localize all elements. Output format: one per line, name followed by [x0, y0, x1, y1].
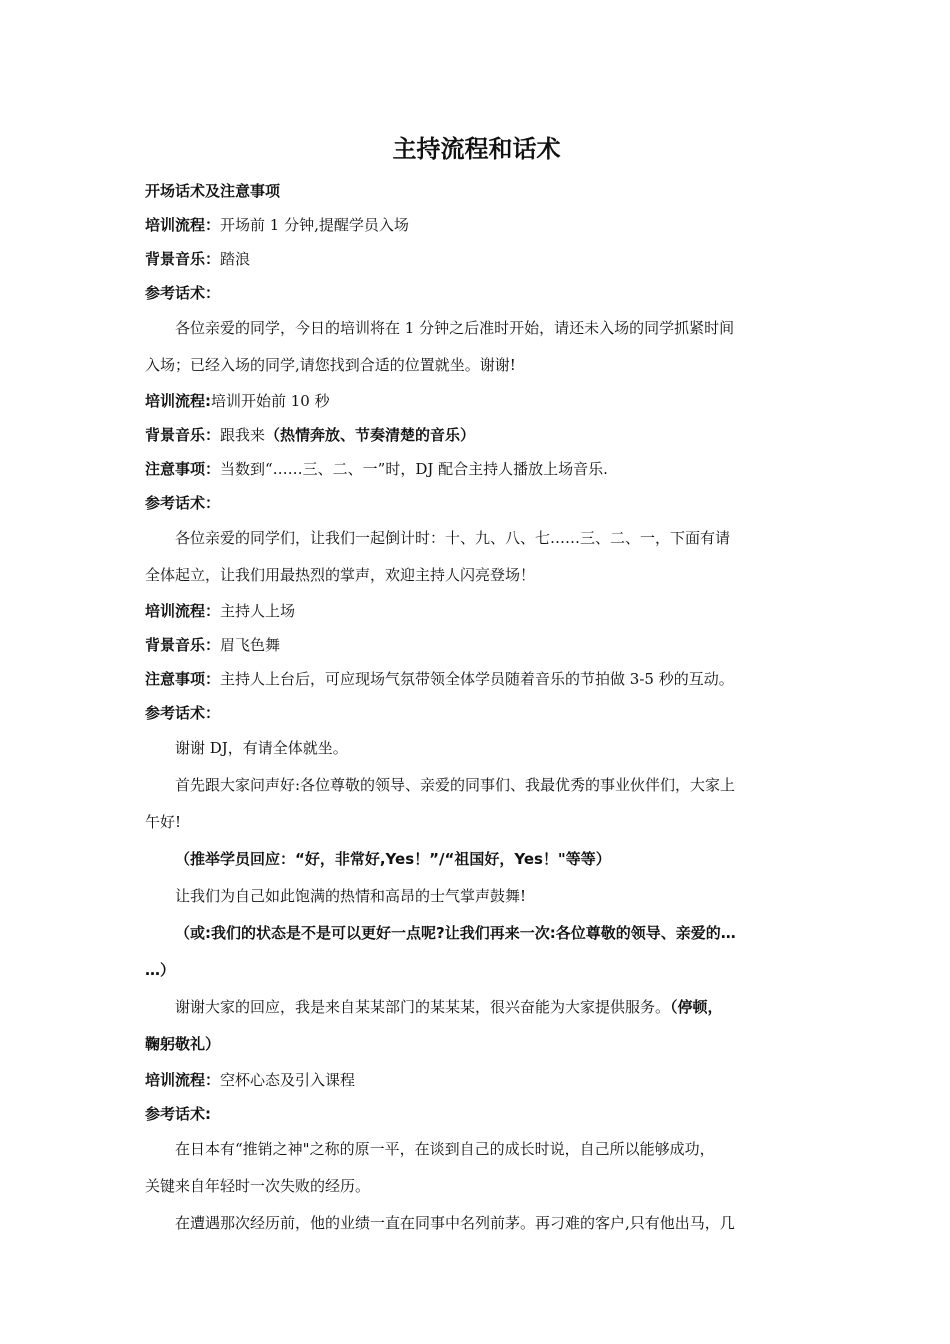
speech-line: 让我们为自己如此饱满的热情和高昂的士气掌声鼓舞!	[175, 887, 527, 905]
field-label: 背景音乐：	[145, 250, 221, 268]
speech-stage-note: （推举学员回应：“好，非常好,Yes！”/“祖国好，Yes！"等等）	[175, 850, 611, 868]
speech-stage-note: …）	[145, 961, 176, 979]
field-label: 参考话术：	[145, 704, 221, 722]
field-label: 参考话术:	[145, 1105, 211, 1123]
paragraph-line: 关键来自年轻时一次失败的经历。	[145, 1177, 371, 1195]
speech-stage-note: 鞠躬敬礼）	[145, 1035, 221, 1053]
script-line-3	[145, 696, 808, 730]
script-paragraph-1	[145, 310, 808, 384]
paragraph-line: 入场；已经入场的同学,请您找到合适的位置就坐。谢谢!	[145, 356, 516, 374]
field-label: 注意事项：	[145, 460, 221, 478]
script-line-1	[145, 276, 808, 310]
music-line-2	[145, 418, 808, 452]
flow-line-3	[145, 594, 808, 628]
script-paragraph-2	[145, 520, 808, 594]
note-line-2	[145, 662, 808, 696]
field-label: 培训流程:	[145, 392, 211, 410]
music-line-3	[145, 628, 808, 662]
flow-line-1	[145, 208, 808, 242]
field-label: 参考话术：	[145, 284, 221, 302]
field-value: 眉飞色舞	[220, 636, 281, 654]
field-value: 主持人上场	[220, 602, 296, 620]
field-value: 踏浪	[220, 250, 251, 268]
speech-stage-note: （或:我们的状态是不是可以更好一点呢?让我们再来一次:各位尊敬的领导、亲爱的…	[175, 924, 736, 942]
page-title: 主持流程和话术	[392, 135, 561, 163]
flow-line-2	[145, 384, 808, 418]
music-note: （热情奔放、节奏清楚的音乐）	[265, 426, 476, 444]
script-line-4	[145, 1097, 808, 1131]
script-line-2	[145, 486, 808, 520]
speech-line: 首先跟大家问声好:各位尊敬的领导、亲爱的同事们、我最优秀的事业伙伴们，大家上	[175, 776, 736, 794]
paragraph-line: 全体起立，让我们用最热烈的掌声，欢迎主持人闪亮登场！	[145, 566, 536, 584]
story-paragraph	[145, 1131, 808, 1242]
music-line-1	[145, 242, 808, 276]
note-line-1	[145, 452, 808, 486]
field-value: 空杯心态及引入课程	[220, 1071, 356, 1089]
speech-text: 谢谢大家的回应，我是来自某某部门的某某某，很兴奋能为大家提供服务。	[175, 998, 671, 1016]
field-label: 背景音乐：	[145, 636, 221, 654]
speech-line: 谢谢 DJ，有请全体就坐。	[175, 739, 348, 757]
flow-line-4	[145, 1063, 808, 1097]
field-label: 背景音乐：	[145, 426, 221, 444]
paragraph-line: 在遭遇那次经历前，他的业绩一直在同事中名列前茅。再刁难的客户,只有他出马，几	[175, 1214, 735, 1232]
speech-line	[145, 989, 808, 1026]
paragraph-line: 各位亲爱的同学们，让我们一起倒计时：十、九、八、七……三、二、一，下面有请	[175, 529, 731, 547]
field-value: 主持人上台后，可应现场气氛带领全体学员随着音乐的节拍做 3-5 秒的互动。	[220, 670, 734, 688]
field-value: 当数到“……三、二、一”时，DJ 配合主持人播放上场音乐.	[220, 460, 608, 478]
field-label: 注意事项：	[145, 670, 221, 688]
paragraph-line: 在日本有“推销之神"之称的原一平，在谈到自己的成长时说，自己所以能够成功，	[175, 1140, 715, 1158]
field-value: 开场前 1 分钟,提醒学员入场	[220, 216, 409, 234]
field-value: 培训开始前 10 秒	[211, 392, 330, 410]
field-label: 培训流程：	[145, 216, 221, 234]
field-label: 培训流程：	[145, 1071, 221, 1089]
field-label: 培训流程：	[145, 602, 221, 620]
speech-stage-note: （停顿，	[670, 998, 723, 1016]
field-value: 跟我来	[220, 426, 266, 444]
speech-block	[145, 730, 808, 1063]
field-label: 参考话术：	[145, 494, 221, 512]
paragraph-line: 各位亲爱的同学，今日的培训将在 1 分钟之后准时开始，请还未入场的同学抓紧时间	[175, 319, 735, 337]
section-heading: 开场话术及注意事项	[145, 182, 281, 200]
speech-line: 午好!	[145, 813, 182, 831]
